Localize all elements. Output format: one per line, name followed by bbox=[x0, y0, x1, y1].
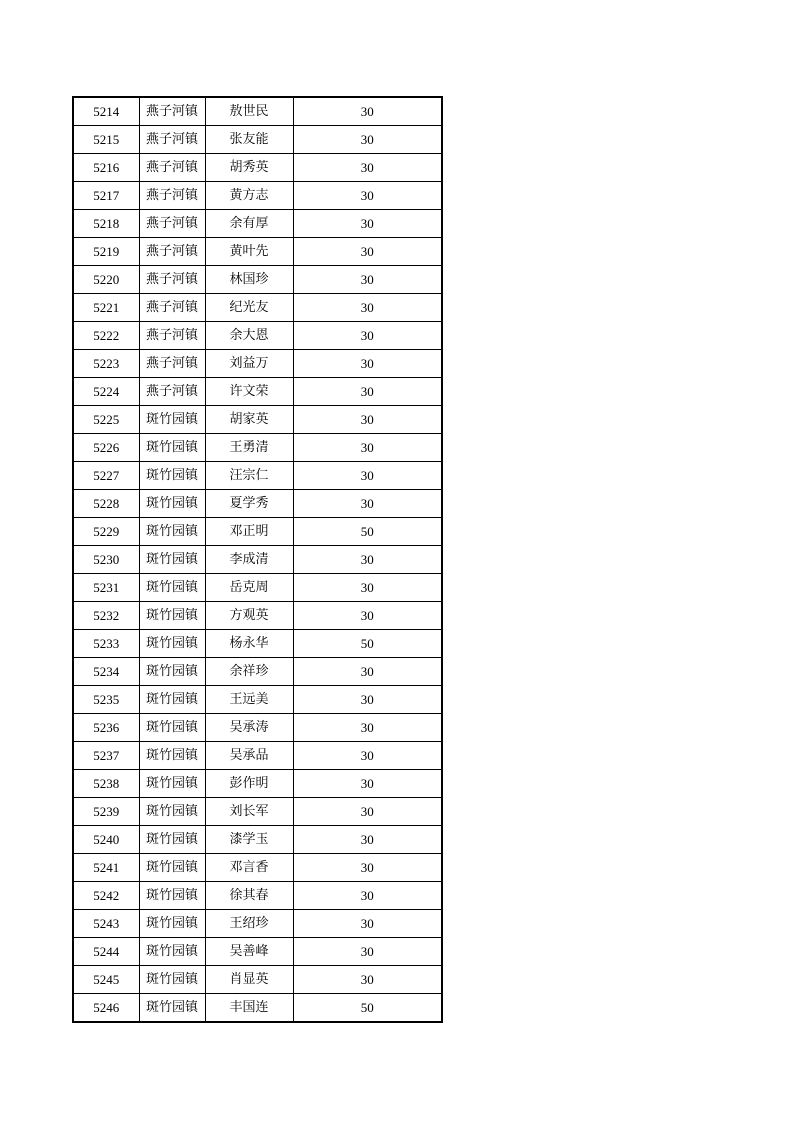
town-cell: 斑竹园镇 bbox=[139, 714, 205, 742]
town-cell: 斑竹园镇 bbox=[139, 490, 205, 518]
table-row bbox=[73, 462, 442, 490]
person-name-cell: 胡秀英 bbox=[205, 154, 293, 182]
person-name-cell: 余有厚 bbox=[205, 210, 293, 238]
row-id-cell: 5232 bbox=[73, 602, 139, 630]
table-row bbox=[73, 854, 442, 882]
row-id-cell: 5222 bbox=[73, 322, 139, 350]
amount-cell: 50 bbox=[293, 994, 442, 1023]
town-cell: 斑竹园镇 bbox=[139, 686, 205, 714]
table-row bbox=[73, 910, 442, 938]
person-name-cell: 岳克周 bbox=[205, 574, 293, 602]
table-row bbox=[73, 686, 442, 714]
row-id-cell: 5243 bbox=[73, 910, 139, 938]
town-cell: 斑竹园镇 bbox=[139, 826, 205, 854]
row-id-cell: 5215 bbox=[73, 126, 139, 154]
person-name-cell: 杨永华 bbox=[205, 630, 293, 658]
amount-cell: 30 bbox=[293, 266, 442, 294]
row-id-cell: 5233 bbox=[73, 630, 139, 658]
town-cell: 燕子河镇 bbox=[139, 294, 205, 322]
person-name-cell: 胡家英 bbox=[205, 406, 293, 434]
table-row bbox=[73, 826, 442, 854]
person-name-cell: 夏学秀 bbox=[205, 490, 293, 518]
table-row bbox=[73, 182, 442, 210]
row-id-cell: 5231 bbox=[73, 574, 139, 602]
town-cell: 斑竹园镇 bbox=[139, 882, 205, 910]
row-id-cell: 5234 bbox=[73, 658, 139, 686]
table-row bbox=[73, 882, 442, 910]
table-row bbox=[73, 378, 442, 406]
person-name-cell: 刘益万 bbox=[205, 350, 293, 378]
amount-cell: 30 bbox=[293, 546, 442, 574]
town-cell: 斑竹园镇 bbox=[139, 658, 205, 686]
person-name-cell: 王绍珍 bbox=[205, 910, 293, 938]
person-name-cell: 黄方志 bbox=[205, 182, 293, 210]
town-cell: 燕子河镇 bbox=[139, 378, 205, 406]
row-id-cell: 5216 bbox=[73, 154, 139, 182]
amount-cell: 30 bbox=[293, 294, 442, 322]
person-name-cell: 肖显英 bbox=[205, 966, 293, 994]
town-cell: 斑竹园镇 bbox=[139, 938, 205, 966]
person-name-cell: 彭作明 bbox=[205, 770, 293, 798]
town-cell: 斑竹园镇 bbox=[139, 742, 205, 770]
person-name-cell: 吴承品 bbox=[205, 742, 293, 770]
amount-cell: 30 bbox=[293, 97, 442, 126]
person-name-cell: 丰国连 bbox=[205, 994, 293, 1023]
amount-cell: 30 bbox=[293, 490, 442, 518]
person-name-cell: 敖世民 bbox=[205, 97, 293, 126]
amount-cell: 30 bbox=[293, 826, 442, 854]
table-row bbox=[73, 518, 442, 546]
table-row bbox=[73, 602, 442, 630]
person-name-cell: 邓正明 bbox=[205, 518, 293, 546]
amount-cell: 30 bbox=[293, 714, 442, 742]
town-cell: 斑竹园镇 bbox=[139, 462, 205, 490]
row-id-cell: 5219 bbox=[73, 238, 139, 266]
town-cell: 斑竹园镇 bbox=[139, 854, 205, 882]
row-id-cell: 5218 bbox=[73, 210, 139, 238]
amount-cell: 30 bbox=[293, 126, 442, 154]
amount-cell: 30 bbox=[293, 798, 442, 826]
person-name-cell: 余祥珍 bbox=[205, 658, 293, 686]
town-cell: 斑竹园镇 bbox=[139, 910, 205, 938]
table-row bbox=[73, 938, 442, 966]
amount-cell: 30 bbox=[293, 574, 442, 602]
amount-cell: 30 bbox=[293, 350, 442, 378]
roster-table bbox=[72, 96, 443, 1023]
row-id-cell: 5228 bbox=[73, 490, 139, 518]
table-row bbox=[73, 97, 442, 126]
row-id-cell: 5230 bbox=[73, 546, 139, 574]
person-name-cell: 余大恩 bbox=[205, 322, 293, 350]
table-row bbox=[73, 546, 442, 574]
town-cell: 斑竹园镇 bbox=[139, 518, 205, 546]
person-name-cell: 漆学玉 bbox=[205, 826, 293, 854]
person-name-cell: 吴善峰 bbox=[205, 938, 293, 966]
table-row bbox=[73, 434, 442, 462]
table-row bbox=[73, 798, 442, 826]
row-id-cell: 5235 bbox=[73, 686, 139, 714]
amount-cell: 30 bbox=[293, 966, 442, 994]
amount-cell: 30 bbox=[293, 182, 442, 210]
row-id-cell: 5241 bbox=[73, 854, 139, 882]
amount-cell: 30 bbox=[293, 238, 442, 266]
town-cell: 燕子河镇 bbox=[139, 97, 205, 126]
amount-cell: 30 bbox=[293, 154, 442, 182]
table-row bbox=[73, 350, 442, 378]
table-row bbox=[73, 154, 442, 182]
town-cell: 斑竹园镇 bbox=[139, 602, 205, 630]
table-row bbox=[73, 994, 442, 1023]
amount-cell: 50 bbox=[293, 518, 442, 546]
person-name-cell: 许文荣 bbox=[205, 378, 293, 406]
town-cell: 斑竹园镇 bbox=[139, 434, 205, 462]
person-name-cell: 方观英 bbox=[205, 602, 293, 630]
table-row bbox=[73, 294, 442, 322]
amount-cell: 30 bbox=[293, 406, 442, 434]
town-cell: 燕子河镇 bbox=[139, 350, 205, 378]
town-cell: 斑竹园镇 bbox=[139, 994, 205, 1023]
person-name-cell: 林国珍 bbox=[205, 266, 293, 294]
row-id-cell: 5242 bbox=[73, 882, 139, 910]
table-row bbox=[73, 714, 442, 742]
row-id-cell: 5214 bbox=[73, 97, 139, 126]
row-id-cell: 5239 bbox=[73, 798, 139, 826]
amount-cell: 30 bbox=[293, 686, 442, 714]
row-id-cell: 5229 bbox=[73, 518, 139, 546]
table-row bbox=[73, 322, 442, 350]
person-name-cell: 邓言香 bbox=[205, 854, 293, 882]
row-id-cell: 5246 bbox=[73, 994, 139, 1023]
table-row bbox=[73, 574, 442, 602]
amount-cell: 30 bbox=[293, 658, 442, 686]
row-id-cell: 5236 bbox=[73, 714, 139, 742]
person-name-cell: 吴承涛 bbox=[205, 714, 293, 742]
table-row bbox=[73, 238, 442, 266]
person-name-cell: 王远美 bbox=[205, 686, 293, 714]
town-cell: 燕子河镇 bbox=[139, 322, 205, 350]
row-id-cell: 5226 bbox=[73, 434, 139, 462]
table-row bbox=[73, 630, 442, 658]
person-name-cell: 黄叶先 bbox=[205, 238, 293, 266]
person-name-cell: 汪宗仁 bbox=[205, 462, 293, 490]
amount-cell: 30 bbox=[293, 910, 442, 938]
table-row bbox=[73, 406, 442, 434]
town-cell: 斑竹园镇 bbox=[139, 546, 205, 574]
town-cell: 燕子河镇 bbox=[139, 210, 205, 238]
table-row bbox=[73, 658, 442, 686]
row-id-cell: 5224 bbox=[73, 378, 139, 406]
amount-cell: 30 bbox=[293, 938, 442, 966]
town-cell: 燕子河镇 bbox=[139, 154, 205, 182]
person-name-cell: 李成清 bbox=[205, 546, 293, 574]
row-id-cell: 5223 bbox=[73, 350, 139, 378]
town-cell: 燕子河镇 bbox=[139, 126, 205, 154]
table-row bbox=[73, 490, 442, 518]
row-id-cell: 5237 bbox=[73, 742, 139, 770]
amount-cell: 30 bbox=[293, 602, 442, 630]
row-id-cell: 5217 bbox=[73, 182, 139, 210]
row-id-cell: 5221 bbox=[73, 294, 139, 322]
town-cell: 斑竹园镇 bbox=[139, 630, 205, 658]
table-row bbox=[73, 126, 442, 154]
amount-cell: 30 bbox=[293, 882, 442, 910]
person-name-cell: 王勇清 bbox=[205, 434, 293, 462]
town-cell: 斑竹园镇 bbox=[139, 574, 205, 602]
table-row bbox=[73, 210, 442, 238]
row-id-cell: 5220 bbox=[73, 266, 139, 294]
amount-cell: 30 bbox=[293, 210, 442, 238]
amount-cell: 30 bbox=[293, 434, 442, 462]
row-id-cell: 5245 bbox=[73, 966, 139, 994]
person-name-cell: 刘长军 bbox=[205, 798, 293, 826]
table-row bbox=[73, 770, 442, 798]
town-cell: 斑竹园镇 bbox=[139, 966, 205, 994]
person-name-cell: 纪光友 bbox=[205, 294, 293, 322]
row-id-cell: 5244 bbox=[73, 938, 139, 966]
amount-cell: 30 bbox=[293, 770, 442, 798]
amount-cell: 30 bbox=[293, 378, 442, 406]
town-cell: 燕子河镇 bbox=[139, 182, 205, 210]
person-name-cell: 张友能 bbox=[205, 126, 293, 154]
row-id-cell: 5240 bbox=[73, 826, 139, 854]
row-id-cell: 5225 bbox=[73, 406, 139, 434]
table-row bbox=[73, 266, 442, 294]
table-row bbox=[73, 966, 442, 994]
amount-cell: 30 bbox=[293, 854, 442, 882]
amount-cell: 30 bbox=[293, 462, 442, 490]
person-name-cell: 徐其春 bbox=[205, 882, 293, 910]
amount-cell: 50 bbox=[293, 630, 442, 658]
town-cell: 斑竹园镇 bbox=[139, 406, 205, 434]
table-row bbox=[73, 742, 442, 770]
town-cell: 燕子河镇 bbox=[139, 266, 205, 294]
town-cell: 斑竹园镇 bbox=[139, 798, 205, 826]
roster-table-body bbox=[73, 97, 442, 1022]
amount-cell: 30 bbox=[293, 322, 442, 350]
row-id-cell: 5227 bbox=[73, 462, 139, 490]
town-cell: 燕子河镇 bbox=[139, 238, 205, 266]
town-cell: 斑竹园镇 bbox=[139, 770, 205, 798]
row-id-cell: 5238 bbox=[73, 770, 139, 798]
amount-cell: 30 bbox=[293, 742, 442, 770]
